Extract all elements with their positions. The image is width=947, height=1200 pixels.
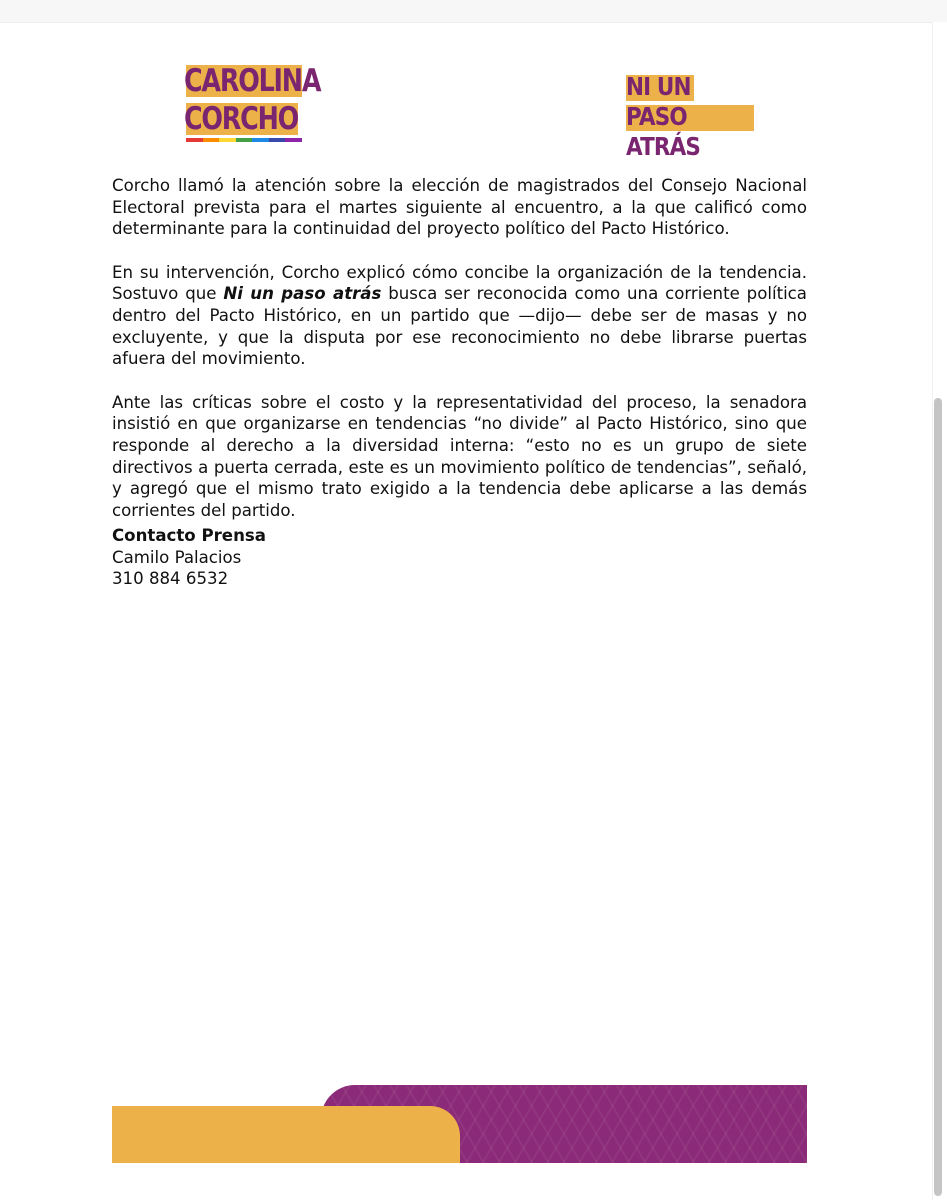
logo-color-stripe (186, 138, 302, 142)
contact-name: Camilo Palacios (112, 547, 242, 567)
ni-un-paso-atras-logo (626, 72, 756, 161)
carolina-corcho-logo (184, 62, 321, 144)
paragraph-3: Ante las críticas sobre el costo y la representatividad del proceso, la senadora insistió en que organizarse en tendencias “no divide” al Pacto Histórico, sino que responde al derecho a la diversidad interna: “esto no es un grupo de siete directivos a puerta cerrada, este es un movimiento político de tendencias”, señaló, y agregó que el mismo trato exigido a la tendencia debe aplicarse a las demás corrientes del partido. (112, 392, 807, 520)
logo-ni-un-text: NI UN (626, 72, 691, 101)
paragraph-1: Corcho llamó la atención sobre la elección de magistrados del Consejo Nacional Electoral prevista para el martes siguiente al encuentro, a la que calificó como determinante para la continuidad del proyecto político del Pacto Histórico. (112, 176, 807, 239)
logo-corcho-text: CORCHO (184, 101, 299, 137)
footer-yellow-band (112, 1106, 460, 1163)
press-contact (112, 525, 266, 590)
paragraph-2: En su intervención, Corcho explicó cómo concibe la organización de la tendencia. Sostuvo que Ni un paso atrás busca ser reconocida como una corriente política dentro del Pacto Histórico, en un partido que —dijo— debe ser de masas y no excluyente, y que la disputa por ese reconocimiento no debe librarse puertas afuera del movimiento. (112, 262, 807, 369)
top-toolbar-strip (0, 0, 947, 23)
press-release-body (112, 175, 807, 543)
logo-paso-atras-text: PASO ATRÁS (626, 102, 701, 161)
emphasis-ni-un-paso-atras: Ni un paso atrás (223, 284, 382, 304)
logo-carolina-text: CAROLINA (184, 63, 321, 99)
contact-title: Contacto Prensa (112, 526, 266, 545)
contact-phone: 310 884 6532 (112, 569, 229, 589)
scrollbar-thumb[interactable] (934, 398, 942, 1196)
